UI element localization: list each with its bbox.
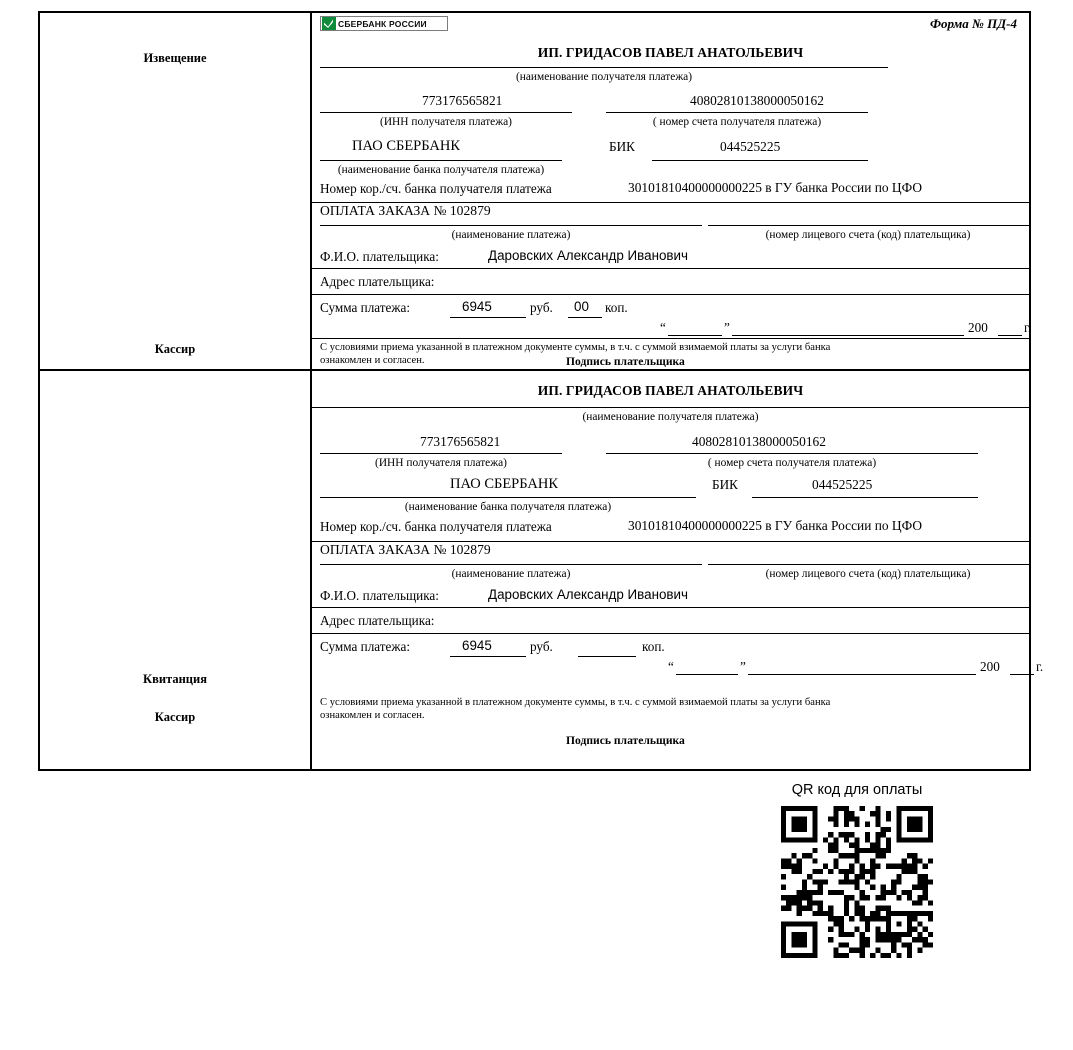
payer-name-top: Даровских Александр Иванович [488, 248, 688, 263]
cashier-label-top: Кассир [154, 342, 196, 356]
year-prefix-top: 200 [968, 320, 988, 335]
payment-form-frame [38, 11, 1044, 771]
bik-value-bottom: 044525225 [812, 477, 873, 492]
receipt-section [40, 371, 1044, 769]
sum-label-top: Сумма платежа: [320, 300, 411, 315]
recipient-name-caption-top: (наименование получателя платежа) [515, 71, 693, 83]
recipient-name-bottom: ИП. ГРИДАСОВ ПАВЕЛ АНАТОЛЬЕВИЧ [537, 383, 804, 398]
date-quote-open-bottom: “ [668, 659, 674, 674]
kop-label-bottom: коп. [642, 639, 665, 654]
kop-rule-top [568, 317, 602, 318]
date-day-rule-top [668, 335, 722, 336]
payment-purpose-rule-top [320, 225, 702, 226]
personal-account-rule-top [708, 225, 1029, 226]
account-value-top: 40802810138000050162 [690, 93, 824, 108]
date-month-rule-bottom [748, 674, 976, 675]
rub-label-bottom: руб. [530, 639, 553, 654]
logo-row [312, 13, 1029, 35]
notice-right-column [312, 13, 1032, 369]
year-rule-bottom [1010, 674, 1034, 675]
qr-title: QR код для оплаты [791, 782, 923, 798]
notice-left-column [40, 13, 312, 369]
recipient-name-rule [320, 67, 888, 68]
account-caption-bottom: ( номер счета получателя платежа) [707, 457, 877, 469]
date-quote-close-bottom: ” [740, 659, 746, 674]
bank-name-top: ПАО СБЕРБАНК [352, 138, 460, 154]
agreement-line1-bottom: С условиями приема указанной в платежном документе суммы, в т.ч. с суммой взимаемой платы за услуги банка [320, 697, 831, 708]
bik-rule-bottom [752, 497, 978, 498]
sum-value-bottom: 6945 [462, 638, 492, 653]
date-section-rule-top [312, 338, 1029, 339]
payment-purpose-bottom: ОПЛАТА ЗАКАЗА № 102879 [320, 542, 491, 557]
cor-account-value-top: 30101810400000000225 в ГУ банка России по ЦФО [628, 180, 923, 195]
cor-account-value-bottom: 30101810400000000225 в ГУ банка России по ЦФО [628, 518, 923, 533]
receipt-label: Квитанция [143, 672, 207, 686]
personal-account-rule-bottom [708, 564, 1029, 565]
sberbank-logo-text: СБЕРБАНК РОССИИ [338, 18, 427, 29]
payer-signature-bottom: Подпись плательщика [566, 734, 685, 747]
personal-account-caption-bottom: (номер лицевого счета (код) плательщика) [765, 568, 971, 580]
date-month-rule-top [732, 335, 964, 336]
address-label-top: Адрес плательщика: [320, 274, 435, 289]
bank-name-rule-top [320, 160, 562, 161]
bank-name-bottom: ПАО СБЕРБАНК [450, 476, 558, 492]
sberbank-logo [320, 16, 448, 31]
account-rule-top [606, 112, 868, 113]
sum-value-top: 6945 [462, 299, 492, 314]
payer-rule-bottom [312, 607, 1029, 608]
payment-qr-code [781, 806, 933, 958]
date-quote-close-top: ” [724, 320, 730, 335]
sberbank-checkmark-icon [322, 17, 336, 30]
recipient-name-top: ИП. ГРИДАСОВ ПАВЕЛ АНАТОЛЬЕВИЧ [537, 45, 804, 60]
account-rule-bottom [606, 453, 978, 454]
payer-signature-top: Подпись плательщика [566, 355, 685, 368]
account-caption-top: ( номер счета получателя платежа) [652, 116, 822, 128]
kop-rule-bottom [578, 656, 636, 657]
notice-label: Извещение [143, 51, 207, 65]
payer-rule-top [312, 268, 1029, 269]
recipient-name-rule-bottom [312, 407, 1029, 408]
notice-section [40, 13, 1032, 371]
address-rule-top-2 [312, 294, 1029, 295]
year-suffix-top: г. [1024, 320, 1032, 335]
receipt-right-column [312, 371, 1044, 769]
agreement-line2-top: ознакомлен и согласен. [320, 355, 425, 366]
inn-rule-top [320, 112, 572, 113]
payment-purpose-caption-bottom: (наименование платежа) [451, 568, 571, 580]
payment-purpose-top: ОПЛАТА ЗАКАЗА № 102879 [320, 203, 491, 218]
payer-label-top: Ф.И.О. плательщика: [320, 249, 439, 264]
year-suffix-bottom: г. [1036, 659, 1044, 674]
agreement-line2-bottom: ознакомлен и согласен. [320, 710, 425, 721]
personal-account-caption-top: (номер лицевого счета (код) плательщика) [765, 229, 971, 241]
inn-value-bottom: 773176565821 [420, 434, 501, 449]
payment-purpose-rule-bottom [320, 564, 702, 565]
bank-name-rule-bottom [320, 497, 696, 498]
bank-name-caption-top: (наименование банка получателя платежа) [337, 164, 545, 176]
qr-block [772, 782, 942, 958]
payer-label-bottom: Ф.И.О. плательщика: [320, 588, 439, 603]
inn-caption-top: (ИНН получателя платежа) [380, 116, 512, 128]
payer-name-bottom: Даровских Александр Иванович [488, 587, 688, 602]
rub-label-top: руб. [530, 300, 553, 315]
inn-caption-bottom: (ИНН получателя платежа) [375, 457, 507, 469]
cashier-label-bottom: Кассир [154, 710, 196, 724]
year-rule-top [998, 335, 1022, 336]
recipient-name-caption-bottom: (наименование получателя платежа) [582, 411, 759, 423]
bik-rule-top [652, 160, 868, 161]
cor-account-label-top: Номер кор./сч. банка получателя платежа [320, 181, 552, 196]
address-label-bottom: Адрес плательщика: [320, 613, 435, 628]
kop-value-top: 00 [574, 299, 589, 314]
payment-purpose-caption-top: (наименование платежа) [451, 229, 571, 241]
address-rule-bottom [312, 633, 1029, 634]
cor-account-label-bottom: Номер кор./сч. банка получателя платежа [320, 519, 552, 534]
inn-value-top: 773176565821 [422, 93, 503, 108]
sum-rule-bottom [450, 656, 526, 657]
bank-name-caption-bottom: (наименование банка получателя платежа) [404, 501, 612, 513]
bik-label-bottom: БИК [712, 477, 738, 492]
account-value-bottom: 40802810138000050162 [692, 434, 826, 449]
date-day-rule-bottom [676, 674, 738, 675]
inn-rule-bottom [320, 453, 562, 454]
agreement-line1-top: С условиями приема указанной в платежном документе суммы, в т.ч. с суммой взимаемой платы за услуги банка [320, 342, 831, 353]
receipt-left-column [40, 371, 312, 769]
sum-label-bottom: Сумма платежа: [320, 639, 411, 654]
date-quote-open-top: “ [660, 320, 666, 335]
sum-rule-top [450, 317, 526, 318]
bik-label-top: БИК [609, 139, 635, 154]
form-number: Форма № ПД-4 [929, 16, 1017, 31]
kop-label-top: коп. [605, 300, 628, 315]
bik-value-top: 044525225 [720, 139, 781, 154]
year-prefix-bottom: 200 [980, 659, 1000, 674]
